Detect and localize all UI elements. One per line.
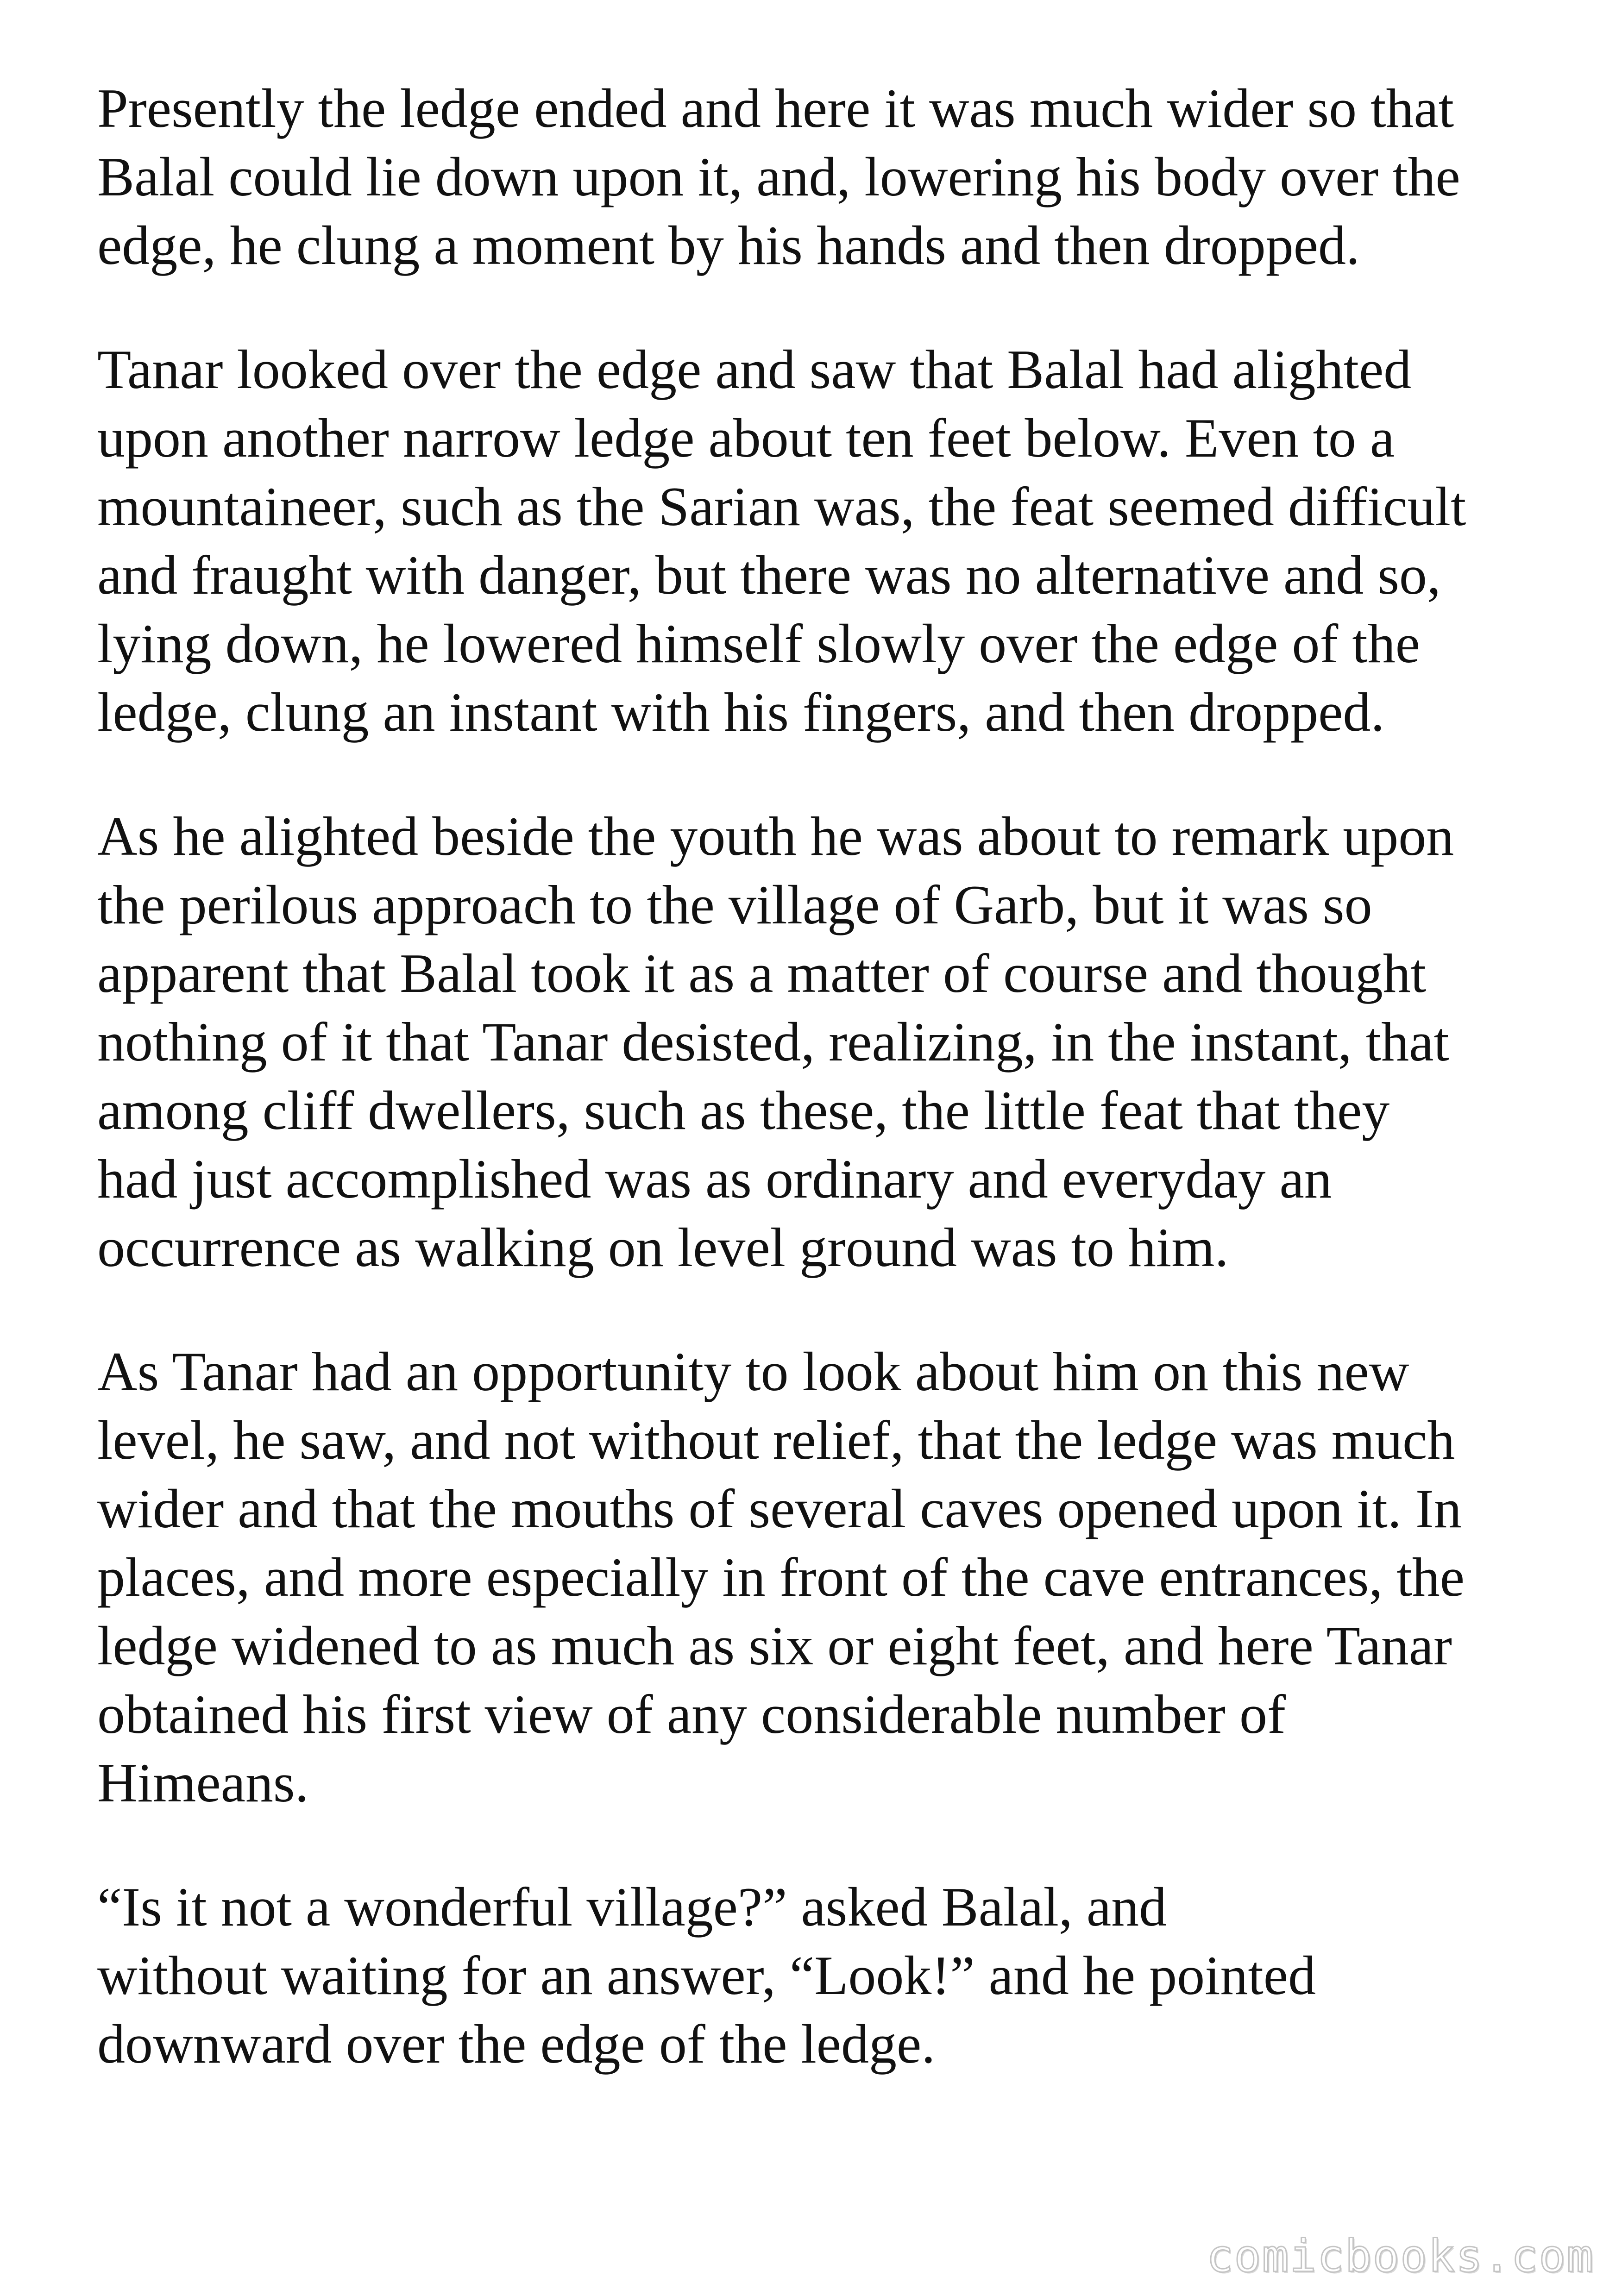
text-line: lying down, he lowered himself slowly over the edge of the (97, 613, 1420, 674)
story-text (97, 74, 1556, 2134)
text-line: without waiting for an answer, “Look!” and he pointed (97, 1945, 1316, 2006)
text-line: Presently the ledge ended and here it was much wider so that (97, 77, 1454, 139)
text-line: upon another narrow ledge about ten feet below. Even to a (97, 407, 1395, 469)
watermark: comicbooks.com (1206, 2230, 1594, 2282)
text-line: “Is it not a wonderful village?” asked Balal, and (97, 1876, 1167, 1938)
text-line: ledge widened to as much as six or eight feet, and here Tanar (97, 1615, 1452, 1676)
paragraph-2 (97, 335, 1556, 747)
text-line: wider and that the mouths of several caves opened upon it. In (97, 1478, 1462, 1539)
text-line: apparent that Balal took it as a matter of course and thought (97, 942, 1427, 1004)
text-line: the perilous approach to the village of Garb, but it was so (97, 874, 1372, 935)
text-line: nothing of it that Tanar desisted, realizing, in the instant, that (97, 1011, 1449, 1073)
paragraph-3 (97, 802, 1556, 1282)
text-line: As Tanar had an opportunity to look about him on this new (97, 1341, 1409, 1402)
paragraph-5 (97, 1873, 1556, 2078)
text-line: occurrence as walking on level ground was to him. (97, 1217, 1229, 1278)
text-line: Balal could lie down upon it, and, lowering his body over the (97, 146, 1460, 207)
text-line: Tanar looked over the edge and saw that Balal had alighted (97, 339, 1412, 400)
text-line: As he alighted beside the youth he was about to remark upon (97, 805, 1454, 867)
text-line: among cliff dwellers, such as these, the little feat that they (97, 1079, 1390, 1141)
paragraph-1 (97, 74, 1556, 280)
text-line: places, and more especially in front of the cave entrances, the (97, 1546, 1465, 1608)
text-line: mountaineer, such as the Sarian was, the feat seemed difficult (97, 476, 1466, 537)
text-line: and fraught with danger, but there was no alternative and so, (97, 544, 1441, 606)
text-line: level, he saw, and not without relief, that the ledge was much (97, 1409, 1455, 1471)
text-line: Himeans. (97, 1752, 309, 1813)
text-line: had just accomplished was as ordinary and everyday an (97, 1148, 1332, 1210)
text-line: edge, he clung a moment by his hands and then dropped. (97, 214, 1360, 276)
text-line: downward over the edge of the ledge. (97, 2013, 936, 2075)
text-line: ledge, clung an instant with his fingers, and then dropped. (97, 681, 1385, 743)
text-line: obtained his first view of any considerable number of (97, 1683, 1286, 1745)
paragraph-4 (97, 1337, 1556, 1817)
